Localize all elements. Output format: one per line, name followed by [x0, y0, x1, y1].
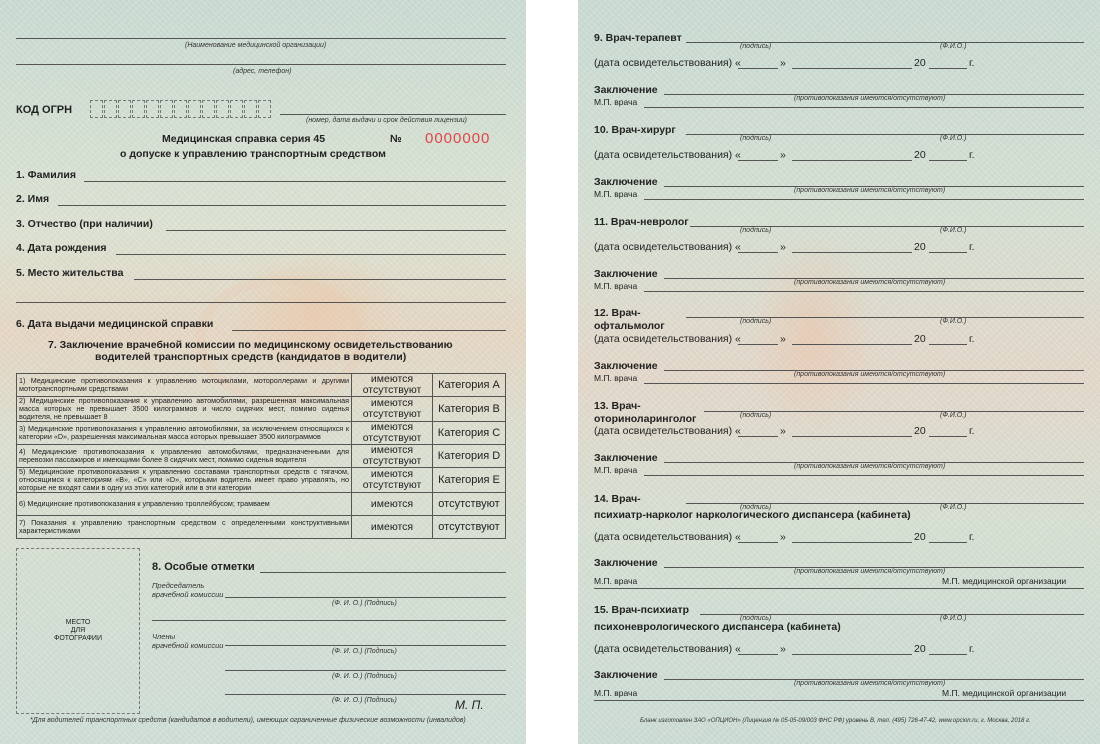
chairman-label-2: врачебной комиссии	[152, 590, 224, 599]
address-caption: (адрес, телефон)	[233, 68, 292, 75]
exam-day-line[interactable]	[738, 542, 778, 543]
conclusion-label: Заключение	[594, 452, 658, 464]
mp-line	[594, 588, 1084, 589]
ogrn-digit-box[interactable]	[216, 100, 229, 118]
exam-month-line[interactable]	[792, 436, 912, 437]
fio-caption: (Ф.И.О.)	[940, 504, 967, 511]
sign-caption: (подпись)	[740, 318, 772, 325]
license-line	[280, 114, 506, 115]
photo-label: ДЛЯ	[70, 627, 86, 634]
certificate-title: Медицинская справка серия 45	[162, 133, 326, 145]
extra-description: 7) Показания к управлению транспортным средством с определенными конструктивными характеристиками	[17, 516, 352, 539]
member-sign-line[interactable]	[225, 694, 506, 695]
marks-line[interactable]	[152, 620, 506, 621]
fio-sign-caption: (Ф. И. О.) (Подпись)	[332, 600, 397, 607]
status-cell[interactable]	[352, 374, 433, 397]
photo-label: МЕСТО	[65, 619, 91, 626]
ogrn-digit-box[interactable]	[118, 100, 131, 118]
fio-sign-caption: (Ф. И. О.) (Подпись)	[332, 648, 397, 655]
fio-caption: (Ф.И.О.)	[940, 135, 967, 142]
ogrn-digit-box[interactable]	[146, 100, 159, 118]
exam-day-line[interactable]	[738, 68, 778, 69]
mp-doctor: М.П. врача	[594, 688, 638, 698]
member-sign-line[interactable]	[225, 645, 506, 646]
license-caption: (номер, дата выдачи и срок действия лицензии)	[306, 117, 468, 124]
doctor-title: 10. Врач-хирург	[594, 124, 676, 136]
sign-caption: (подпись)	[740, 504, 772, 511]
field-issue-date-line[interactable]	[232, 330, 506, 331]
year-prefix: 20	[914, 333, 926, 345]
exam-day-line[interactable]	[738, 160, 778, 161]
exam-date-label: (дата освидетельствования) «	[594, 241, 741, 253]
certificate-subtitle: о допуске к управлению транспортным средством	[120, 148, 386, 160]
left-page	[0, 0, 526, 744]
stamp-place: М. П.	[455, 698, 484, 712]
photo-label: ФОТОГРАФИИ	[54, 635, 102, 642]
mp-line	[644, 199, 1084, 200]
chairman-sign-line[interactable]	[225, 597, 506, 598]
conclusion-label: Заключение	[594, 84, 658, 96]
quote-close: »	[780, 57, 786, 69]
ogrn-digit-box[interactable]	[230, 100, 243, 118]
field-birthdate-line[interactable]	[116, 254, 506, 255]
exam-month-line[interactable]	[792, 344, 912, 345]
conclusion-title: 7. Заключение врачебной комиссии по медицинскому освидетельствованию	[48, 339, 453, 351]
exam-date-label: (дата освидетельствования) «	[594, 643, 741, 655]
doctor-title-2: психиатр-нарколог наркологического диспансера (кабинета)	[594, 509, 911, 521]
exam-date-label: (дата освидетельствования) «	[594, 425, 741, 437]
category-description: 1) Медицинские противопоказания к управлению мотоциклами, мотороллерами и другими мототранспортными средствами	[17, 374, 352, 397]
fio-sign-caption: (Ф. И. О.) (Подпись)	[332, 697, 397, 704]
fio-caption: (Ф.И.О.)	[940, 318, 967, 325]
mp-line	[644, 291, 1084, 292]
special-marks-line[interactable]	[260, 572, 506, 573]
exam-year-line[interactable]	[929, 436, 967, 437]
exam-year-line[interactable]	[929, 654, 967, 655]
ogrn-label: КОД ОГРН	[16, 104, 73, 116]
year-suffix: г.	[969, 149, 975, 161]
mp-organization: М.П. медицинской организации	[942, 576, 1067, 586]
ogrn-digit-box[interactable]	[174, 100, 187, 118]
mp-doctor: М.П. врача	[594, 97, 638, 107]
category-description: 5) Медицинские противопоказания к управлению составами транспортных средств с тягачом, относящимся к категориям «В», «С» или «D», которыми водитель имеет право управлять, но которые не входят сами в одну из этих категорий или в эти категории	[17, 468, 352, 493]
exam-month-line[interactable]	[792, 252, 912, 253]
quote-close: »	[780, 149, 786, 161]
status-present: имеются	[370, 373, 414, 385]
exam-month-line[interactable]	[792, 542, 912, 543]
table-row	[17, 493, 506, 516]
doctor-title: 12. Врач-	[594, 307, 641, 319]
status-present: имеются	[370, 468, 414, 480]
exam-date-label: (дата освидетельствования) «	[594, 57, 741, 69]
chairman-label: Председатель	[152, 581, 205, 590]
conclusion-label: Заключение	[594, 176, 658, 188]
ogrn-digit-box[interactable]	[132, 100, 145, 118]
status-present[interactable]: имеются	[352, 516, 433, 539]
status-present: имеются	[370, 421, 414, 433]
doctor-title: 15. Врач-психиатр	[594, 604, 690, 616]
table-row	[17, 516, 506, 539]
status-absent: отсутствуют	[362, 455, 422, 467]
doctor-title-2: психоневрологического диспансера (кабинета)	[594, 621, 841, 633]
quote-close: »	[780, 531, 786, 543]
category-description: 3) Медицинские противопоказания к управлению автомобилями, за исключением относящихся к категории «D», разрешенная максимальная масса которых превышает 3500 килограммов	[17, 422, 352, 445]
year-prefix: 20	[914, 241, 926, 253]
fio-caption: (Ф.И.О.)	[940, 412, 967, 419]
ogrn-digit-box[interactable]	[188, 100, 201, 118]
exam-date-label: (дата освидетельствования) «	[594, 531, 741, 543]
contra-caption: (противопоказания имеются/отсутствуют)	[794, 371, 946, 378]
status-cell[interactable]	[352, 397, 433, 422]
exam-year-line[interactable]	[929, 542, 967, 543]
doctor-title: 11. Врач-невролог	[594, 216, 689, 228]
fio-caption: (Ф.И.О.)	[940, 615, 967, 622]
org-name-line	[16, 38, 506, 39]
mp-doctor: М.П. врача	[594, 281, 638, 291]
category-label: Категория А	[433, 374, 506, 397]
ogrn-digit-box[interactable]	[90, 100, 103, 118]
status-present: имеются	[370, 444, 414, 456]
exam-month-line[interactable]	[792, 654, 912, 655]
extra-description: 6) Медицинские противопоказания к управлению троллейбусом; трамваем	[17, 493, 352, 516]
field-patronymic-line[interactable]	[166, 230, 506, 231]
field-name-label: 2. Имя	[16, 193, 50, 205]
year-prefix: 20	[914, 57, 926, 69]
doctor-title: 13. Врач-	[594, 400, 641, 412]
table-row	[17, 397, 506, 422]
exam-date-label: (дата освидетельствования) «	[594, 149, 741, 161]
ogrn-digit-box[interactable]	[244, 100, 257, 118]
conclusion-label: Заключение	[594, 557, 658, 569]
field-residence-line-2[interactable]	[16, 302, 506, 303]
exam-year-line[interactable]	[929, 252, 967, 253]
contra-caption: (противопоказания имеются/отсутствуют)	[794, 95, 946, 102]
sign-caption: (подпись)	[740, 135, 772, 142]
contra-caption: (противопоказания имеются/отсутствуют)	[794, 680, 946, 687]
year-prefix: 20	[914, 643, 926, 655]
mp-line	[644, 475, 1084, 476]
members-label-2: врачебной комиссии	[152, 641, 224, 650]
fio-caption: (Ф.И.О.)	[940, 227, 967, 234]
year-suffix: г.	[969, 57, 975, 69]
category-label: Категория Е	[433, 468, 506, 493]
quote-close: »	[780, 643, 786, 655]
mp-doctor: М.П. врача	[594, 373, 638, 383]
org-name-caption: (Наименование медицинской организации)	[185, 42, 327, 49]
status-absent: отсутствуют	[362, 408, 422, 420]
doctor-title: 9. Врач-терапевт	[594, 32, 682, 44]
sign-caption: (подпись)	[740, 615, 772, 622]
field-issue-date-label: 6. Дата выдачи медицинской справки	[16, 318, 214, 330]
exam-month-line[interactable]	[792, 160, 912, 161]
sign-caption: (подпись)	[740, 43, 772, 50]
doctor-title: 14. Врач-	[594, 493, 641, 505]
status-absent: отсутствуют	[362, 479, 422, 491]
category-label: Категория С	[433, 422, 506, 445]
mp-line	[644, 383, 1084, 384]
mp-line	[644, 107, 1084, 108]
number-label: №	[390, 133, 402, 145]
quote-close: »	[780, 333, 786, 345]
exam-month-line[interactable]	[792, 68, 912, 69]
conclusion-subtitle: водителей транспортных средств (кандидатов в водители)	[95, 351, 407, 363]
status-absent[interactable]: отсутствуют	[433, 516, 506, 539]
table-row	[17, 374, 506, 397]
exam-date-label: (дата освидетельствования) «	[594, 333, 741, 345]
contra-caption: (противопоказания имеются/отсутствуют)	[794, 568, 946, 575]
quote-close: »	[780, 425, 786, 437]
status-cell[interactable]	[352, 422, 433, 445]
category-description: 2) Медицинские противопоказания к управлению автомобилями, разрешенная максимальная масса которых не превышает 3500 килограммов и число сидячих мест, помимо сиденья водителя, не превышает 8	[17, 397, 352, 422]
ogrn-digit-box[interactable]	[258, 100, 271, 118]
year-suffix: г.	[969, 425, 975, 437]
photo-placeholder	[16, 548, 140, 714]
conclusion-label: Заключение	[594, 669, 658, 681]
status-present: имеются	[370, 397, 414, 409]
field-residence-label: 5. Место жительства	[16, 267, 124, 279]
field-surname-label: 1. Фамилия	[16, 169, 76, 181]
contra-caption: (противопоказания имеются/отсутствуют)	[794, 463, 946, 470]
year-suffix: г.	[969, 333, 975, 345]
contra-caption: (противопоказания имеются/отсутствуют)	[794, 187, 946, 194]
status-cell[interactable]	[352, 468, 433, 493]
conclusion-label: Заключение	[594, 360, 658, 372]
quote-close: »	[780, 241, 786, 253]
doctor-title-2: оториноларинголог	[594, 413, 697, 425]
sign-caption: (подпись)	[740, 227, 772, 234]
category-label: Категория В	[433, 397, 506, 422]
year-suffix: г.	[969, 241, 975, 253]
status-absent[interactable]: отсутствуют	[433, 493, 506, 516]
field-residence-line[interactable]	[134, 279, 506, 280]
printer-footer: Бланк изготовлен ЗАО «ОПЦИОН» (Лицензия № 05-05-09/003 ФНС РФ) уровень В, тел. (495) 726-47-42, www.opcion.ru, г. Москва, 2018 г.	[640, 718, 1031, 724]
category-label: Категория D	[433, 445, 506, 468]
exam-day-line[interactable]	[738, 344, 778, 345]
status-absent: отсутствуют	[362, 432, 422, 444]
doctor-title-2: офтальмолог	[594, 320, 665, 332]
mp-doctor: М.П. врача	[594, 189, 638, 199]
year-prefix: 20	[914, 425, 926, 437]
special-marks-title: 8. Особые отметки	[152, 561, 255, 573]
exam-year-line[interactable]	[929, 68, 967, 69]
footer-note: *Для водителей транспортных средств (кандидатов в водители), имеющих ограниченные физические возможности (инвалидов)	[30, 717, 466, 724]
year-suffix: г.	[969, 643, 975, 655]
year-prefix: 20	[914, 531, 926, 543]
field-name-line[interactable]	[58, 205, 506, 206]
table-row	[17, 468, 506, 493]
exam-year-line[interactable]	[929, 344, 967, 345]
mp-doctor: М.П. врача	[594, 465, 638, 475]
mp-line	[594, 700, 1084, 701]
ogrn-digit-box[interactable]	[160, 100, 173, 118]
sign-caption: (подпись)	[740, 412, 772, 419]
categories-table	[16, 373, 506, 539]
fio-caption: (Ф.И.О.)	[940, 43, 967, 50]
exam-day-line[interactable]	[738, 436, 778, 437]
right-page	[578, 0, 1100, 744]
ogrn-digit-box[interactable]	[202, 100, 215, 118]
year-prefix: 20	[914, 149, 926, 161]
exam-year-line[interactable]	[929, 160, 967, 161]
contra-caption: (противопоказания имеются/отсутствуют)	[794, 279, 946, 286]
mp-doctor: М.П. врача	[594, 576, 638, 586]
address-line	[16, 64, 506, 65]
status-present[interactable]: имеются	[352, 493, 433, 516]
field-patronymic-label: 3. Отчество (при наличии)	[16, 218, 153, 230]
exam-day-line[interactable]	[738, 252, 778, 253]
field-birthdate-label: 4. Дата рождения	[16, 242, 107, 254]
conclusion-label: Заключение	[594, 268, 658, 280]
certificate-number: 0000000	[425, 130, 491, 147]
category-description: 4) Медицинские противопоказания к управлению автомобилями, предназначенными для перевозки пассажиров и имеющими более 8 сидячих мест, помимо сиденья водителя	[17, 445, 352, 468]
exam-day-line[interactable]	[738, 654, 778, 655]
field-surname-line[interactable]	[84, 181, 506, 182]
members-label: Члены	[152, 632, 176, 641]
table-row	[17, 445, 506, 468]
table-row	[17, 422, 506, 445]
fio-sign-caption: (Ф. И. О.) (Подпись)	[332, 673, 397, 680]
mp-organization: М.П. медицинской организации	[942, 688, 1067, 698]
ogrn-digit-box[interactable]	[104, 100, 117, 118]
year-suffix: г.	[969, 531, 975, 543]
status-absent: отсутствуют	[362, 384, 422, 396]
member-sign-line[interactable]	[225, 670, 506, 671]
status-cell[interactable]	[352, 445, 433, 468]
